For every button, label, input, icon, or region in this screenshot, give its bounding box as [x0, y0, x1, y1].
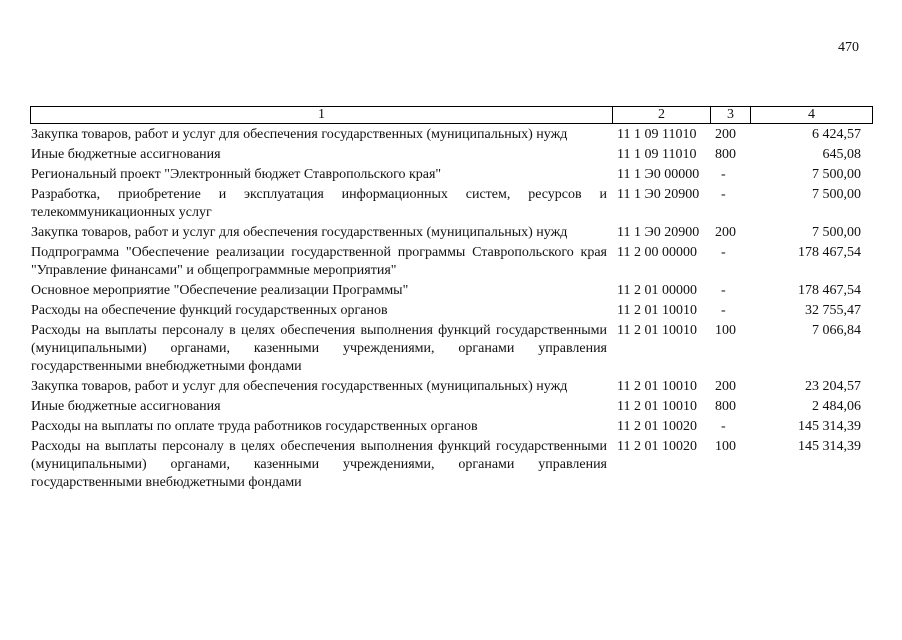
table-row: [31, 418, 873, 436]
row-code: 11 1 09 11010: [617, 147, 697, 162]
row-code: 11 2 01 10010: [617, 379, 697, 394]
header-col-2: 2: [613, 107, 711, 124]
row-amount: 32 755,47: [805, 303, 861, 318]
row-name: Расходы на обеспечение функций государственных органов: [31, 303, 388, 318]
header-col-4: 4: [751, 107, 873, 124]
row-type: -: [721, 187, 726, 202]
row-amount: 178 467,54: [798, 245, 861, 260]
row-type: 100: [715, 439, 736, 454]
row-amount: 145 314,39: [798, 419, 861, 434]
row-type: -: [721, 419, 726, 434]
row-amount: 145 314,39: [798, 439, 861, 454]
table-row: [31, 244, 873, 280]
row-amount: 7 500,00: [812, 187, 861, 202]
table-row: [31, 224, 873, 242]
row-code: 11 2 01 00000: [617, 283, 697, 298]
table-row: [31, 302, 873, 320]
row-code: 11 2 01 10020: [617, 419, 697, 434]
row-code: 11 2 01 10010: [617, 323, 697, 338]
row-code: 11 1 09 11010: [617, 127, 697, 142]
row-amount: 645,08: [822, 147, 861, 162]
header-col-1: 1: [31, 107, 613, 124]
column-header-table: [30, 106, 873, 124]
row-amount: 178 467,54: [798, 283, 861, 298]
row-type: 200: [715, 379, 736, 394]
row-amount: 7 500,00: [812, 167, 861, 182]
row-name: Закупка товаров, работ и услуг для обеспечения государственных (муниципальных) нужд: [31, 127, 568, 142]
table-row: [31, 378, 873, 396]
page-number: 470: [838, 40, 859, 55]
row-name: Подпрограмма "Обеспечение реализации государственной программы Ставропольского края "Управление финансами" и общепрограммные мероприятия": [31, 245, 607, 278]
table-row: [31, 146, 873, 164]
row-name: Региональный проект "Электронный бюджет Ставропольского края": [31, 167, 442, 182]
table-row: [31, 282, 873, 300]
row-type: -: [721, 303, 726, 318]
row-code: 11 1 Э0 20900: [617, 187, 700, 202]
row-type: 200: [715, 225, 736, 240]
row-type: 200: [715, 127, 736, 142]
header-col-3: 3: [711, 107, 751, 124]
row-amount: 2 484,06: [812, 399, 861, 414]
row-type: 800: [715, 147, 736, 162]
row-type: 100: [715, 323, 736, 338]
row-name: Расходы на выплаты персоналу в целях обеспечения выполнения функций государственными (муниципальными) органами, казенными учреждениями, органами управления государственными внебюджетными фондами: [31, 439, 607, 490]
row-amount: 23 204,57: [805, 379, 861, 394]
row-code: 11 2 01 10020: [617, 439, 697, 454]
row-name: Закупка товаров, работ и услуг для обеспечения государственных (муниципальных) нужд: [31, 379, 568, 394]
budget-rows: [31, 126, 873, 494]
row-amount: 7 500,00: [812, 225, 861, 240]
row-amount: 7 066,84: [812, 323, 861, 338]
row-amount: 6 424,57: [812, 127, 861, 142]
row-name: Разработка, приобретение и эксплуатация информационных систем, ресурсов и телекоммуникационных услуг: [31, 187, 607, 220]
table-row: [31, 186, 873, 222]
table-row: [31, 126, 873, 144]
row-code: 11 2 01 10010: [617, 399, 697, 414]
row-name: Расходы на выплаты по оплате труда работников государственных органов: [31, 419, 478, 434]
table-row: [31, 322, 873, 376]
table-row: [31, 438, 873, 492]
row-code: 11 2 01 10010: [617, 303, 697, 318]
row-code: 11 1 Э0 20900: [617, 225, 700, 240]
table-row: [31, 166, 873, 184]
row-name: Закупка товаров, работ и услуг для обеспечения государственных (муниципальных) нужд: [31, 225, 568, 240]
row-name: Иные бюджетные ассигнования: [31, 147, 221, 162]
row-code: 11 2 00 00000: [617, 245, 697, 260]
row-type: -: [721, 167, 726, 182]
row-type: -: [721, 245, 726, 260]
table-row: [31, 398, 873, 416]
row-type: 800: [715, 399, 736, 414]
row-code: 11 1 Э0 00000: [617, 167, 700, 182]
row-type: -: [721, 283, 726, 298]
row-name: Расходы на выплаты персоналу в целях обеспечения выполнения функций государственными (муниципальными) органами, казенными учреждениями, органами управления государственными внебюджетными фондами: [31, 323, 607, 374]
row-name: Основное мероприятие "Обеспечение реализации Программы": [31, 283, 409, 298]
row-name: Иные бюджетные ассигнования: [31, 399, 221, 414]
